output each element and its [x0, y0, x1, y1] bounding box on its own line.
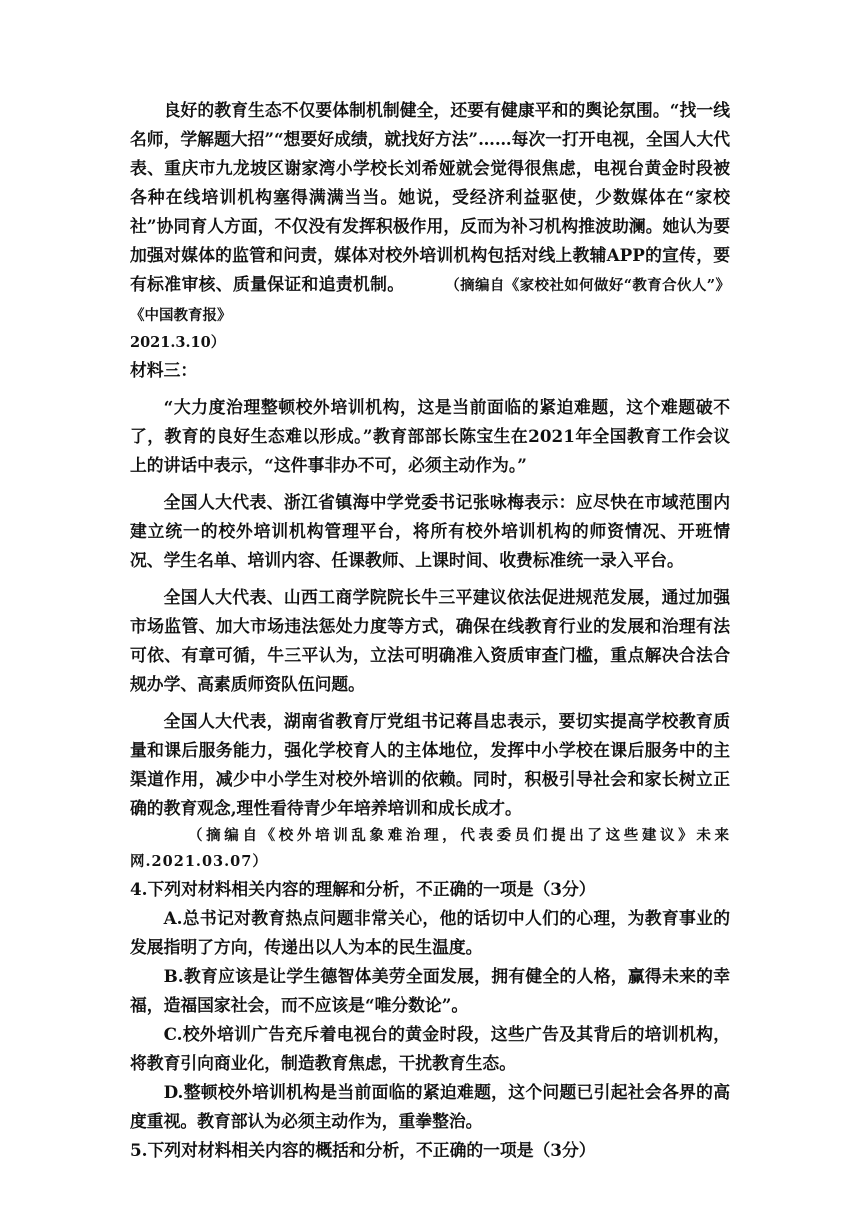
material3-paragraph-2: 全国人大代表、浙江省镇海中学党委书记张咏梅表示：应尽快在市域范围内建立统一的校外培训机构管理平台，将所有校外培训机构的师资情况、开班情况、学生名单、培训内容、任课教师、上课时间、收费标准统一录入平台。 [130, 492, 730, 570]
material3-heading: 材料三： [130, 360, 198, 380]
document-page [130, 96, 730, 1165]
material3-source: （摘编自《校外培训乱象难治理，代表委员们提出了这些建议》未来网.2021.03.07） [130, 827, 730, 870]
question4-option-b: B.教育应该是让学生德智体美劳全面发展，拥有健全的人格，赢得未来的幸福，造福国家社会，而不应该是“唯分数论”。 [130, 966, 730, 1015]
question4-option-d: D.整顿校外培训机构是当前面临的紧迫难题，这个问题已引起社会各界的高度重视。教育部认为必须主动作为，重拳整治。 [130, 1082, 730, 1131]
question4-option-c: C.校外培训广告充斥着电视台的黄金时段，这些广告及其背后的培训机构，将教育引向商业化，制造教育焦虑，干扰教育生态。 [130, 1024, 730, 1073]
material2-text: 良好的教育生态不仅要体制机制健全，还要有健康平和的舆论氛围。“找一线名师，学解题大招”“想要好成绩，就找好方法”……每次一打开电视，全国人大代表、重庆市九龙坡区谢家湾小学校长刘希娅就会觉得很焦虑，电视台黄金时段被各种在线培训机构塞得满满当当。她说，受经济利益驱使，少数媒体在“家校社”协同育人方面，不仅没有发挥积极作用，反而为补习机构推波助澜。她认为要加强对媒体的监管和问责，媒体对校外培训机构包括对线上教辅APP的宣传，要有标准审核、质量保证和追责机制。 [130, 100, 730, 294]
material3-paragraph-3: 全国人大代表、山西工商学院院长牛三平建议依法促进规范发展，通过加强市场监管、加大市场违法惩处力度等方式，确保在线教育行业的发展和治理有法可依、有章可循，牛三平认为，立法可明确准入资质审查门槛，重点解决合法合规办学、高素质师资队伍问题。 [130, 587, 730, 694]
material3-paragraph-1: “大力度治理整顿校外培训机构，这是当前面临的紧迫难题，这个难题破不了，教育的良好生态难以形成。”教育部部长陈宝生在2021年全国教育工作会议上的讲话中表示，“这件事非办不可，必须主动作为。” [130, 397, 730, 475]
material2-paragraph [130, 96, 730, 330]
material2-source-date: 2021.3.10） [130, 334, 226, 351]
material3-paragraph-4: 全国人大代表，湖南省教育厅党组书记蒋昌忠表示，要切实提高学校教育质量和课后服务能力，强化学校育人的主体地位，发挥中小学校在课后服务中的主渠道作用，减少中小学生对校外培训的依赖。同时，积极引导社会和家长树立正确的教育观念,理性看待青少年培养培训和成长成才。 [130, 711, 730, 818]
question4-option-a: A.总书记对教育热点问题非常关心，他的话切中人们的心理，为教育事业的发展指明了方向，传递出以人为本的民生温度。 [130, 908, 730, 957]
material2-source: （摘编自《家校社如何做好“教育合伙人”》《中国教育报》 [130, 277, 730, 324]
question4-stem: 4.下列对材料相关内容的理解和分析，不正确的一项是（3分） [130, 879, 596, 899]
question5-stem: 5.下列对材料相关内容的概括和分析，不正确的一项是（3分） [130, 1140, 596, 1160]
